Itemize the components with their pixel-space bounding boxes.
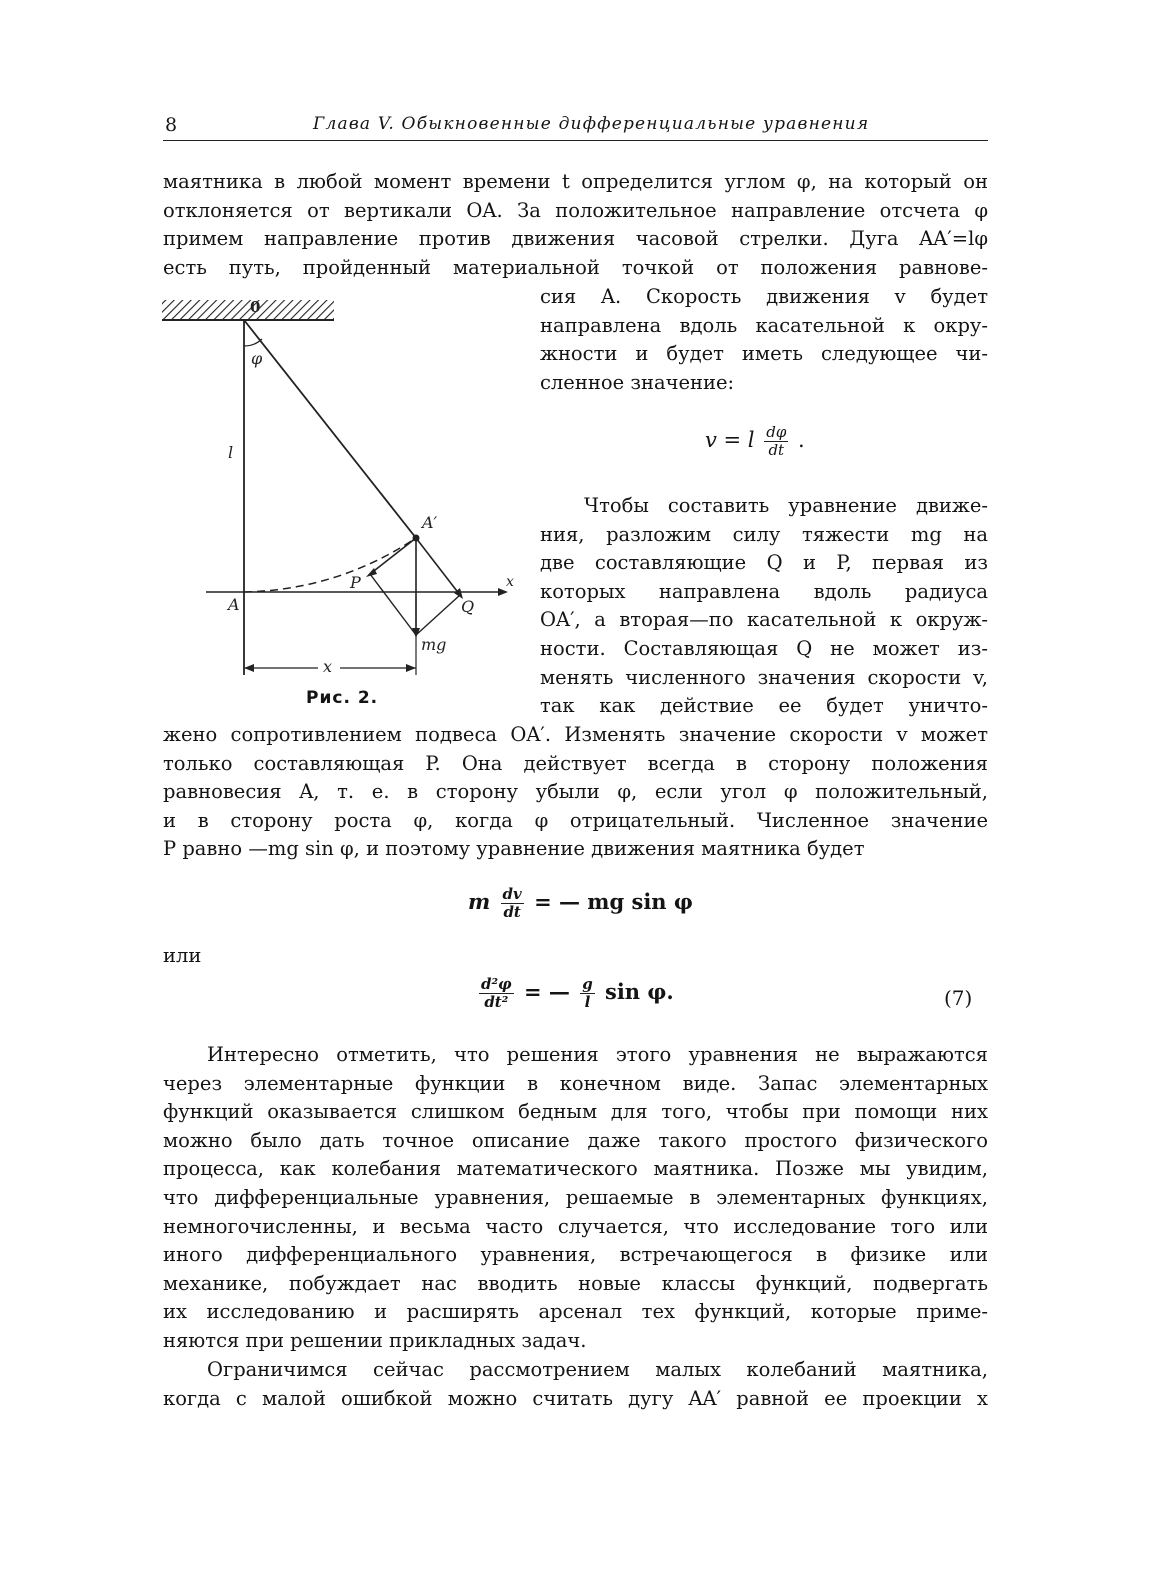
pendulum-string [244,320,416,538]
dimension-arrow-right [406,664,416,672]
label-mg: mg [421,635,447,654]
equation-7 [476,976,674,1011]
text-line: через элементарные функции в конечном виде. Запас элементарных [163,1071,988,1095]
equation-tail: . [798,428,805,452]
pendulum-figure [158,290,530,690]
text-line: направлена вдоль касательной к окру- [540,313,988,337]
text-line: Интересно отметить, что решения этого уравнения не выражаются [207,1043,988,1066]
fraction-numerator: d²φ [481,975,512,993]
label-O: 0 [250,298,261,316]
label-x-dimension: x [323,657,333,676]
text-line: Чтобы составить уравнение движе- [584,494,988,517]
ceiling-hatch [162,300,334,320]
text-line: отклоняется от вертикали OA. За положительное направление отсчета φ [163,198,988,222]
paragraph-2-wrap [540,492,988,721]
text-line: немногочисленны, и весьма часто случается, что исследование того или [163,1214,988,1238]
fraction [501,886,524,921]
label-x-axis: x [506,574,514,590]
figure-caption: Рис. 2. [306,688,379,708]
text-line: две составляющие Q и P, первая из [540,551,988,575]
text-line: OA′, а вторая—по касательной к окруж- [540,608,988,632]
fraction [580,976,595,1011]
fraction-numerator: g [582,975,593,993]
text-line: ния, разложим силу тяжести mg на [540,522,988,546]
text-line: только составляющая P. Она действует всегда в сторону положения [163,751,988,775]
equation-number: (7) [944,986,973,1010]
text-line: процесса, как колебания математического маятника. Позже мы увидим, [163,1157,988,1181]
parallelogram-side [370,574,416,635]
text-line: их исследованию и расширять арсенал тех функций, которые приме- [163,1300,988,1324]
text-line: P равно —mg sin φ, и поэтому уравнение движения маятника будет [163,837,865,861]
text-line: механике, побуждает нас вводить новые классы функций, подвергать [163,1271,988,1295]
fraction-numerator: dv [502,885,522,903]
text-line: сия A. Скорость движения v будет [540,285,988,308]
text-line: что дифференциальные уравнения, решаемые в элементарных функциях, [163,1185,988,1209]
text-line: жено сопротивлением подвеса OA′. Изменять значение скорости v может [163,723,988,746]
label-Q: Q [461,597,475,616]
text-line: няются при решении прикладных задач. [163,1328,587,1352]
text-line: так как действие ее будет уничто- [540,694,988,718]
page-number: 8 [165,114,178,136]
vector-Q [416,538,460,595]
paragraph-4 [163,1356,988,1413]
text-line: ности. Составляющая Q не может из- [540,636,988,660]
text-line: сленное значение: [540,370,735,394]
label-A: A [228,595,240,614]
text-line: Ограничимся сейчас рассмотрением малых колебаний маятника, [207,1358,988,1381]
paragraph-1-wrap [540,283,988,397]
paragraph-1 [163,168,988,282]
text-line: которых направлена вдоль радиуса [540,579,988,603]
label-l: l [228,443,234,462]
text-line: менять численного значения скорости v, [540,665,988,689]
word-or: или [163,944,202,967]
dashed-arc [244,538,416,592]
label-A-prime: A′ [422,513,438,532]
text-line: равновесия A, т. е. в сторону убыли φ, если угол φ положительный, [163,780,988,804]
equation-rhs: sin φ. [605,979,674,1004]
dimension-arrow-left [244,664,254,672]
running-header [163,110,988,141]
fraction [479,976,514,1011]
chapter-title: Глава V. Обыкновенные дифференциальные уравнения [313,114,870,134]
fraction [764,424,788,459]
parallelogram-side [416,595,460,635]
text-line: примем направление против движения часовой стрелки. Дуга AA′=lφ [163,227,988,251]
text-line: есть путь, пройденный материальной точкой от положения равнове- [163,255,988,279]
equation-rhs: = — mg sin φ [534,889,693,914]
label-P: P [350,573,361,592]
fraction-denominator: dt² [484,993,509,1011]
text-line: когда с малой ошибкой можно считать дугу AA′ равной ее проекции x [163,1386,988,1410]
text-line: маятника в любой момент времени t определится углом φ, на который он [163,170,988,193]
vector-P [370,538,416,574]
equation-lhs: v = l [705,428,755,452]
equation-mid: = — [523,979,570,1004]
fraction-denominator: dt [503,903,521,921]
equation-m: m [468,889,491,914]
fraction-denominator: l [584,993,591,1011]
fraction-denominator: dt [768,441,785,459]
text-line: жности и будет иметь следующее чи- [540,342,988,366]
equation-velocity [705,424,805,459]
text-line: иного дифференциального уравнения, встречающегося в физике или [163,1243,988,1267]
fraction-numerator: dφ [766,423,787,441]
equation-motion [468,886,693,921]
text-line: можно было дать точное описание даже такого простого физического [163,1128,988,1152]
label-phi: φ [251,349,263,368]
text-line: и в сторону роста φ, когда φ отрицательный. Численное значение [163,808,988,832]
paragraph-2 [163,721,988,864]
text-line: функций оказывается слишком бедным для того, чтобы при помощи них [163,1100,988,1124]
paragraph-3 [163,1041,988,1356]
